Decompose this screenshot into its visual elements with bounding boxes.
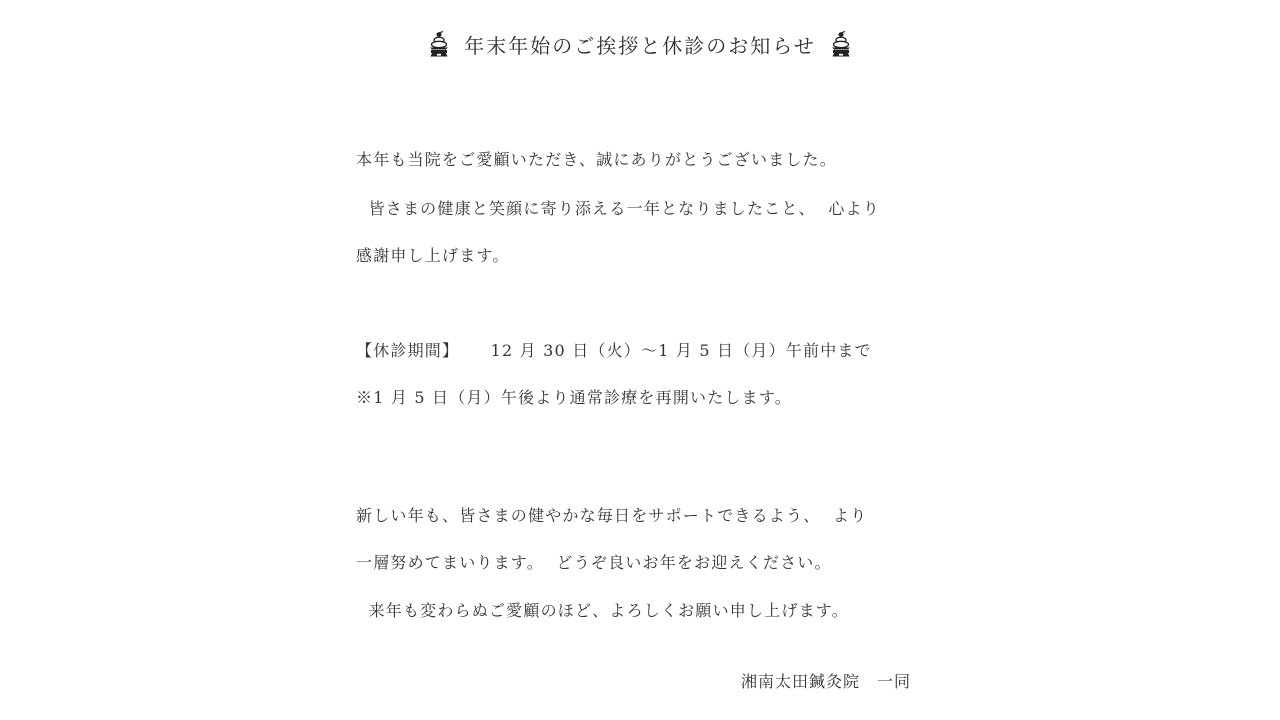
clinic-signature: 湘南太田鍼灸院 一同 <box>740 672 911 691</box>
closing-line: 新しい年も、皆さまの健やかな毎日をサポートできるよう、 より <box>356 506 868 525</box>
closure-note: ※1 月 5 日（月）午後より通常診療を再開いたします。 <box>356 388 792 407</box>
closing-line: 一層努めてまいります。 どうぞ良いお年をお迎えください。 <box>356 553 832 572</box>
closing-line: 来年も変わらぬご愛顧のほど、よろしくお願い申し上げます。 <box>356 601 849 620</box>
greeting-line: 本年も当院をご愛顧いただき、誠にありがとうございました。 <box>356 150 837 169</box>
kagami-mochi-icon <box>830 31 852 57</box>
closure-period: 【休診期間】 12 月 30 日（火）〜1 月 5 日（月）午前中まで <box>356 341 872 360</box>
greeting-line: 皆さまの健康と笑顔に寄り添える一年となりましたこと、 心より <box>356 199 880 218</box>
greeting-line: 感謝申し上げます。 <box>356 246 510 265</box>
kagami-mochi-icon <box>428 31 450 57</box>
notice-title: 年末年始のご挨拶と休診のお知らせ <box>464 33 816 58</box>
title-row <box>0 24 1280 64</box>
